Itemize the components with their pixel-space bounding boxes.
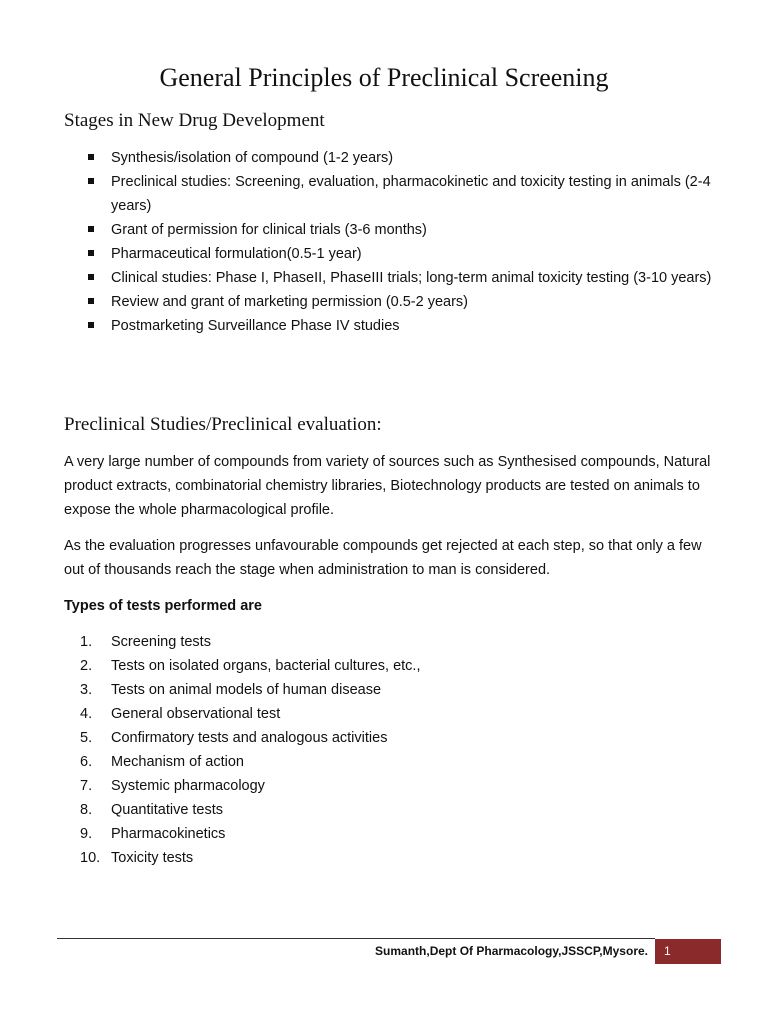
types-of-tests-heading: Types of tests performed are [64, 598, 262, 614]
list-item-text: Review and grant of marketing permission (0.5-2 years) [111, 294, 469, 310]
page-number-badge: 1 [655, 939, 721, 964]
list-number: 4. [80, 706, 93, 722]
stages-heading: Stages in New Drug Development [64, 110, 325, 131]
list-item-text: Confirmatory tests and analogous activities [111, 730, 388, 746]
page-title: General Principles of Preclinical Screening [159, 63, 609, 92]
bullet-square-icon [88, 178, 94, 184]
list-item [80, 798, 680, 822]
list-item [88, 218, 728, 242]
list-item [88, 290, 728, 314]
list-item-text: Quantitative tests [111, 802, 224, 818]
bullet-square-icon [88, 154, 94, 160]
list-item [88, 146, 728, 170]
preclinical-heading: Preclinical Studies/Preclinical evaluation: [64, 414, 382, 435]
list-number: 10. [80, 850, 101, 866]
list-item-text: Mechanism of action [111, 754, 244, 770]
preclinical-paragraph-1: A very large number of compounds from variety of sources such as Synthesised compounds, Natural product extracts, combinatorial chemistry libraries, Biotechnology products are tested on animals to expose the whole pharmacological profile. [64, 454, 711, 518]
list-item [80, 726, 680, 750]
tests-list [80, 630, 680, 870]
list-item [80, 630, 680, 654]
list-item-text: Synthesis/isolation of compound (1-2 years) [111, 150, 394, 166]
list-item-text: General observational test [111, 706, 281, 722]
list-item-text: Tests on isolated organs, bacterial cultures, etc., [111, 658, 421, 674]
list-number: 5. [80, 730, 93, 746]
list-item-text: Clinical studies: Phase I, PhaseII, PhaseIII trials; long-term animal toxicity testing (3-10 years) [111, 270, 712, 286]
list-item [88, 170, 728, 218]
list-item-text: Preclinical studies: Screening, evaluation, pharmacokinetic and toxicity testing in animals (2-4 years) [111, 174, 711, 214]
list-item [88, 314, 728, 338]
list-item-text: Tests on animal models of human disease [111, 682, 382, 698]
bullet-square-icon [88, 226, 94, 232]
bullet-square-icon [88, 250, 94, 256]
list-number: 6. [80, 754, 93, 770]
list-item-text: Postmarketing Surveillance Phase IV studies [111, 318, 400, 334]
list-item-text: Toxicity tests [111, 850, 194, 866]
list-number: 2. [80, 658, 93, 674]
preclinical-paragraph-2: As the evaluation progresses unfavourable compounds get rejected at each step, so that only a few out of thousands reach the stage when administration to man is considered. [64, 538, 702, 578]
list-item [80, 822, 680, 846]
list-item [80, 654, 680, 678]
list-item-text: Pharmaceutical formulation(0.5-1 year) [111, 246, 362, 262]
list-item-text: Grant of permission for clinical trials (3-6 months) [111, 222, 427, 238]
footer-author: Sumanth,Dept Of Pharmacology,JSSCP,Mysore. [375, 944, 648, 958]
list-item-text: Pharmacokinetics [111, 826, 226, 842]
list-item [80, 774, 680, 798]
bullet-square-icon [88, 322, 94, 328]
list-item [80, 702, 680, 726]
footer-divider [57, 938, 655, 939]
bullet-square-icon [88, 298, 94, 304]
list-item-text: Screening tests [111, 634, 211, 650]
list-item [80, 750, 680, 774]
list-number: 1. [80, 634, 93, 650]
list-number: 3. [80, 682, 93, 698]
list-number: 8. [80, 802, 93, 818]
list-item [88, 266, 728, 290]
list-item [88, 242, 728, 266]
list-number: 7. [80, 778, 93, 794]
list-item-text: Systemic pharmacology [111, 778, 265, 794]
bullet-square-icon [88, 274, 94, 280]
list-item [80, 678, 680, 702]
list-item [80, 846, 680, 870]
list-number: 9. [80, 826, 93, 842]
stages-list [88, 146, 728, 338]
